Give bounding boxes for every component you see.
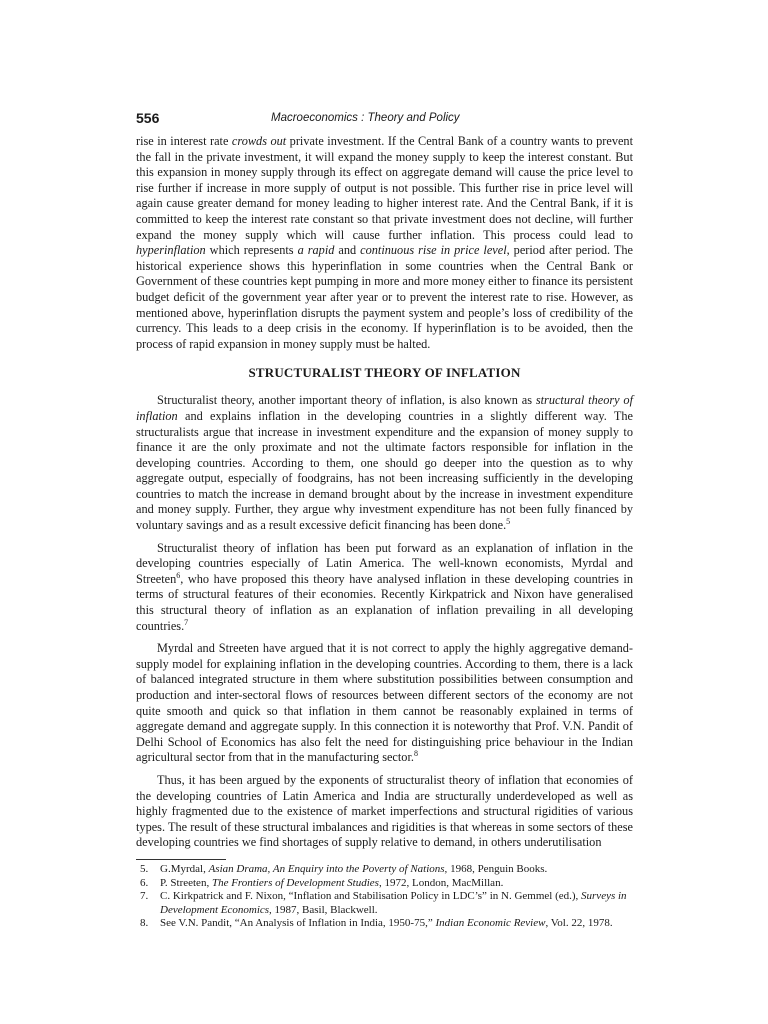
- text: private investment. If the Central Bank of a country wants to prevent the fall in the private investment, it will expand the money supply to keep the interest constant. But this expansion in money supply through its effect on aggregate demand will cause the price level to rise further if increase in more supply of output is not possible. This further rise in price level will again cause greater demand for money leading to higher interest rate. And the Central Bank, if it is committed to keep the interest rate constant so that private investment does not decline, will further expand the money supply which will cause further inflation. This process could lead to: [136, 134, 633, 242]
- text: C. Kirkpatrick and F. Nixon, “Inflation and Stabilisation Policy in LDC’s” in N. Gemmel (ed.),: [160, 890, 582, 903]
- footnote-number: 8.: [140, 917, 149, 930]
- text: which represents: [205, 243, 298, 258]
- text: G.Myrdal,: [160, 862, 209, 875]
- text: 1987, Basil, Blackwell.: [271, 903, 378, 916]
- emphasis: a rapid: [297, 243, 335, 258]
- footnote: [136, 863, 633, 877]
- citation-title: Indian Economic Review: [435, 917, 546, 930]
- citation-title: The Frontiers of Development Studies: [211, 876, 379, 889]
- running-head: [136, 108, 633, 134]
- text: Structuralist theory of inflation has been put forward as an explanation of inflation in the developing countries especially of Latin America. The well-known economists, Myrdal and Streeten: [136, 540, 633, 586]
- paragraph-hyperinflation: [136, 134, 633, 352]
- footnote-ref[interactable]: 5: [506, 517, 511, 527]
- text: 1968, Penguin Books.: [447, 862, 548, 875]
- footnote-text: [160, 877, 633, 891]
- footnote-text: [160, 917, 633, 931]
- text: Structuralist theory, another important theory of inflation, is also known as: [157, 393, 536, 408]
- emphasis: hyperinflation: [136, 243, 206, 258]
- paragraph-myrdal-streeten: [136, 641, 633, 766]
- footnote-ref[interactable]: 6: [176, 570, 181, 580]
- citation-title: Surveys in Development Economics,: [160, 890, 627, 916]
- paragraph-structural-imbalances: [136, 773, 633, 851]
- text: rise in interest rate: [136, 134, 232, 148]
- footnote: [136, 890, 633, 917]
- paragraph-structuralist-intro: [136, 393, 633, 533]
- citation-title: Asian Drama, An Enquiry into the Poverty of Nations,: [208, 862, 448, 875]
- text: Myrdal and Streeten have argued that it is not correct to apply the highly aggregative demand-supply model for explaining inflation in the developing countries. According to them, there is a lack of balanced integrated structure in them where substitution possibilities between consumption and production and inter-sectoral flows of resources between different sectors of the economy are not quite smooth and quick so that inflation in them cannot be reasonably explained in terms of aggregate demand and aggregate supply. In this connection it is noteworthy that Prof. V.N. Pandit of Delhi School of Economics has also felt the need for distinguishing price behaviour in the Indian agricultural sector from that in the manufacturing sector.: [136, 641, 633, 765]
- footnote-ref[interactable]: 8: [413, 749, 418, 759]
- footnote-number: 5.: [140, 862, 149, 875]
- footnote-divider: [136, 859, 226, 860]
- text: and: [334, 243, 361, 258]
- text: P. Streeten,: [160, 876, 212, 889]
- footnote-ref[interactable]: 7: [184, 617, 189, 627]
- text: , Vol. 22, 1978.: [545, 917, 613, 930]
- text: , 1972, London, MacMillan.: [378, 876, 504, 889]
- footnotes: [136, 863, 633, 931]
- text: , period after period. The historical experience shows this hyperinflation in some countries when the Central Bank or Government of these countries kept pumping in more and more money either to finance its persistent budget deficit of the government year after year or to prevent the interest rate to rise. However, as mentioned above, hyperinflation disrupts the payment system and people’s loss of credibility of the currency. This leads to a deep crisis in the economy. If hyperinflation is to be avoided, then the process of rapid expansion in money supply must be halted.: [136, 243, 634, 351]
- footnote: [136, 877, 633, 891]
- text: and explains inflation in the developing countries in a slightly different way. The structuralists argue that increase in investment expenditure and the expansion of money supply to finance it are the only proximate and not the ultimate factors responsible for inflation in the developing countries. According to them, one should go deeper into the question as to why aggregate output, especially of foodgrains, has not been increasing sufficiently in the developing countries to match the increase in demand brought about by the increase in investment expenditure and money supply. Further, they argue why investment expenditure has not been fully financed by voluntary savings and as a result excessive deficit financing has been done.: [136, 408, 633, 533]
- emphasis: crowds out: [231, 134, 287, 148]
- footnote-number: 7.: [140, 890, 149, 903]
- emphasis: continuous rise in price level: [360, 243, 507, 258]
- footnote-text: [160, 863, 633, 877]
- text: Thus, it has been argued by the exponents of structuralist theory of inflation that economies of the developing countries of Latin America and India are structurally underdeveloped as well as highly fragmented due to the existence of market imperfections and structural rigidities of various types. The result of these structural imbalances and rigidities is that whereas in some sectors of these developing countries we find shortages of supply relative to demand, in others underutilisation: [136, 772, 633, 850]
- footnote-text: [160, 890, 633, 917]
- emphasis: structural theory of inflation: [136, 393, 633, 423]
- footnote: [136, 917, 633, 931]
- book-page: [136, 108, 633, 931]
- footnote-number: 6.: [140, 876, 149, 889]
- section-heading: STRUCTURALIST THEORY OF INFLATION: [248, 365, 521, 381]
- page-number: 556: [136, 110, 160, 126]
- text: , who have proposed this theory have analysed inflation in these developing countries in terms of structural features of their economies. Recently Kirkpatrick and Nixon have generalised this structural theory of inflation as an explanation of inflation prevailing in all developing countries.: [136, 571, 633, 633]
- text: See V.N. Pandit, “An Analysis of Inflation in India, 1950-75,”: [160, 917, 436, 930]
- paragraph-latin-america: [136, 541, 633, 635]
- running-title: Macroeconomics : Theory and Policy: [271, 112, 460, 124]
